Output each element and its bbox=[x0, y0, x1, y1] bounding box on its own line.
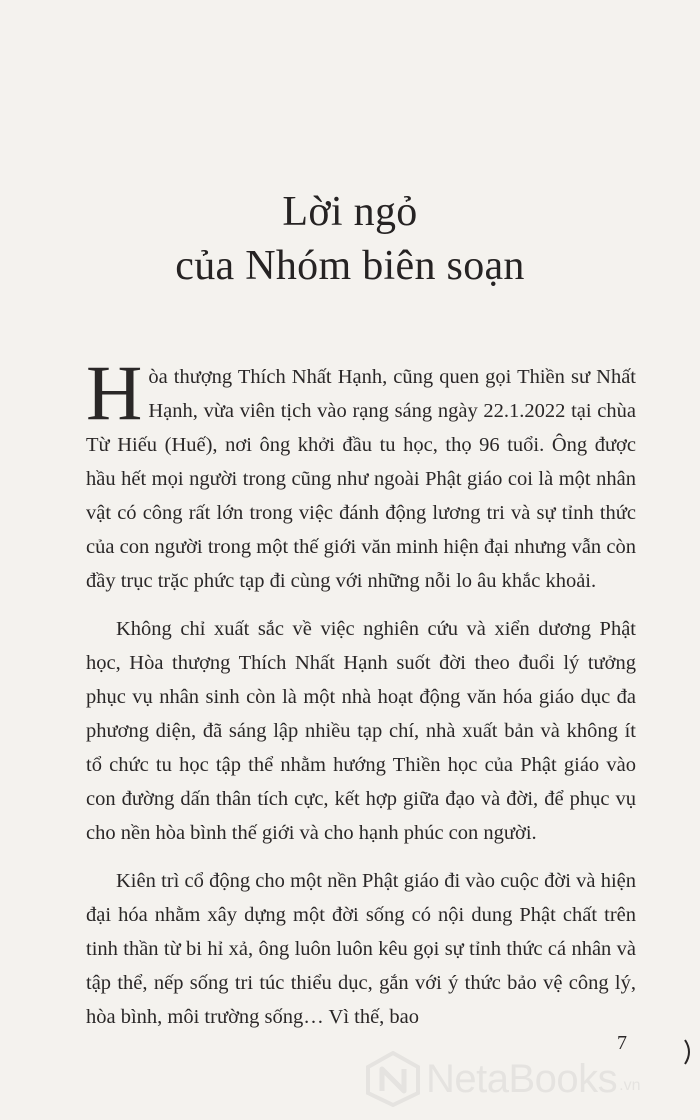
paragraph-2: Không chỉ xuất sắc về việc nghiên cứu và xiển dương Phật học, Hòa thượng Thích Nhất Hạnh suốt đời theo đuổi lý tưởng phục vụ nhân sinh còn là một nhà hoạt động văn hóa giáo dục đa phương diện, đã sáng lập nhiều tạp chí, nhà xuất bản và không ít tổ chức tu học tập thể nhằm hướng Thiền học của Phật giáo vào con đường dấn thân tích cực, kết hợp giữa đạo và đời, để phục vụ cho nền hòa bình thế giới và cho hạnh phúc con người. bbox=[86, 618, 636, 844]
chapter-title-line-2: của Nhóm biên soạn bbox=[175, 243, 525, 289]
paragraph-1-text: òa thượng Thích Nhất Hạnh, cũng quen gọi Thiền sư Nhất Hạnh, vừa viên tịch vào rạng sáng ngày 22.1.2022 tại chùa Từ Hiếu (Huế), nơi ông khởi đầu tu học, thọ 96 tuổi. Ông được hầu hết mọi người trong cũng như ngoài Phật giáo coi là một nhân vật có công rất lớn trong việc đánh động lương tri và sự tỉnh thức của con người trong một thế giới văn minh hiện đại nhưng vẫn còn đầy trục trặc phức tạp đi cùng với những nỗi lo âu khắc khoải. bbox=[86, 366, 636, 592]
body-text bbox=[86, 349, 636, 1034]
watermark-brand: NetaBooks bbox=[426, 1056, 618, 1101]
paragraph-3: Kiên trì cổ động cho một nền Phật giáo đi vào cuộc đời và hiện đại hóa nhằm xây dựng một đời sống có nội dung Phật chất trên tinh thần từ bi hỉ xả, ông luôn luôn kêu gọi sự tỉnh thức cá nhân và tập thể, nếp sống tri túc thiểu dục, gắn với ý thức bảo vệ công lý, hòa bình, môi trường sống… Vì thế, bao bbox=[86, 870, 636, 1028]
netabooks-logo-icon bbox=[366, 1051, 420, 1107]
page-edge-bracket-icon bbox=[682, 1038, 696, 1066]
watermark bbox=[366, 1045, 696, 1113]
drop-cap: H bbox=[86, 349, 143, 436]
paragraph-1 bbox=[86, 349, 636, 598]
chapter-title-line-1: Lời ngỏ bbox=[282, 189, 418, 235]
page-number: 7 bbox=[617, 1032, 627, 1054]
watermark-suffix: .vn bbox=[619, 1077, 641, 1094]
